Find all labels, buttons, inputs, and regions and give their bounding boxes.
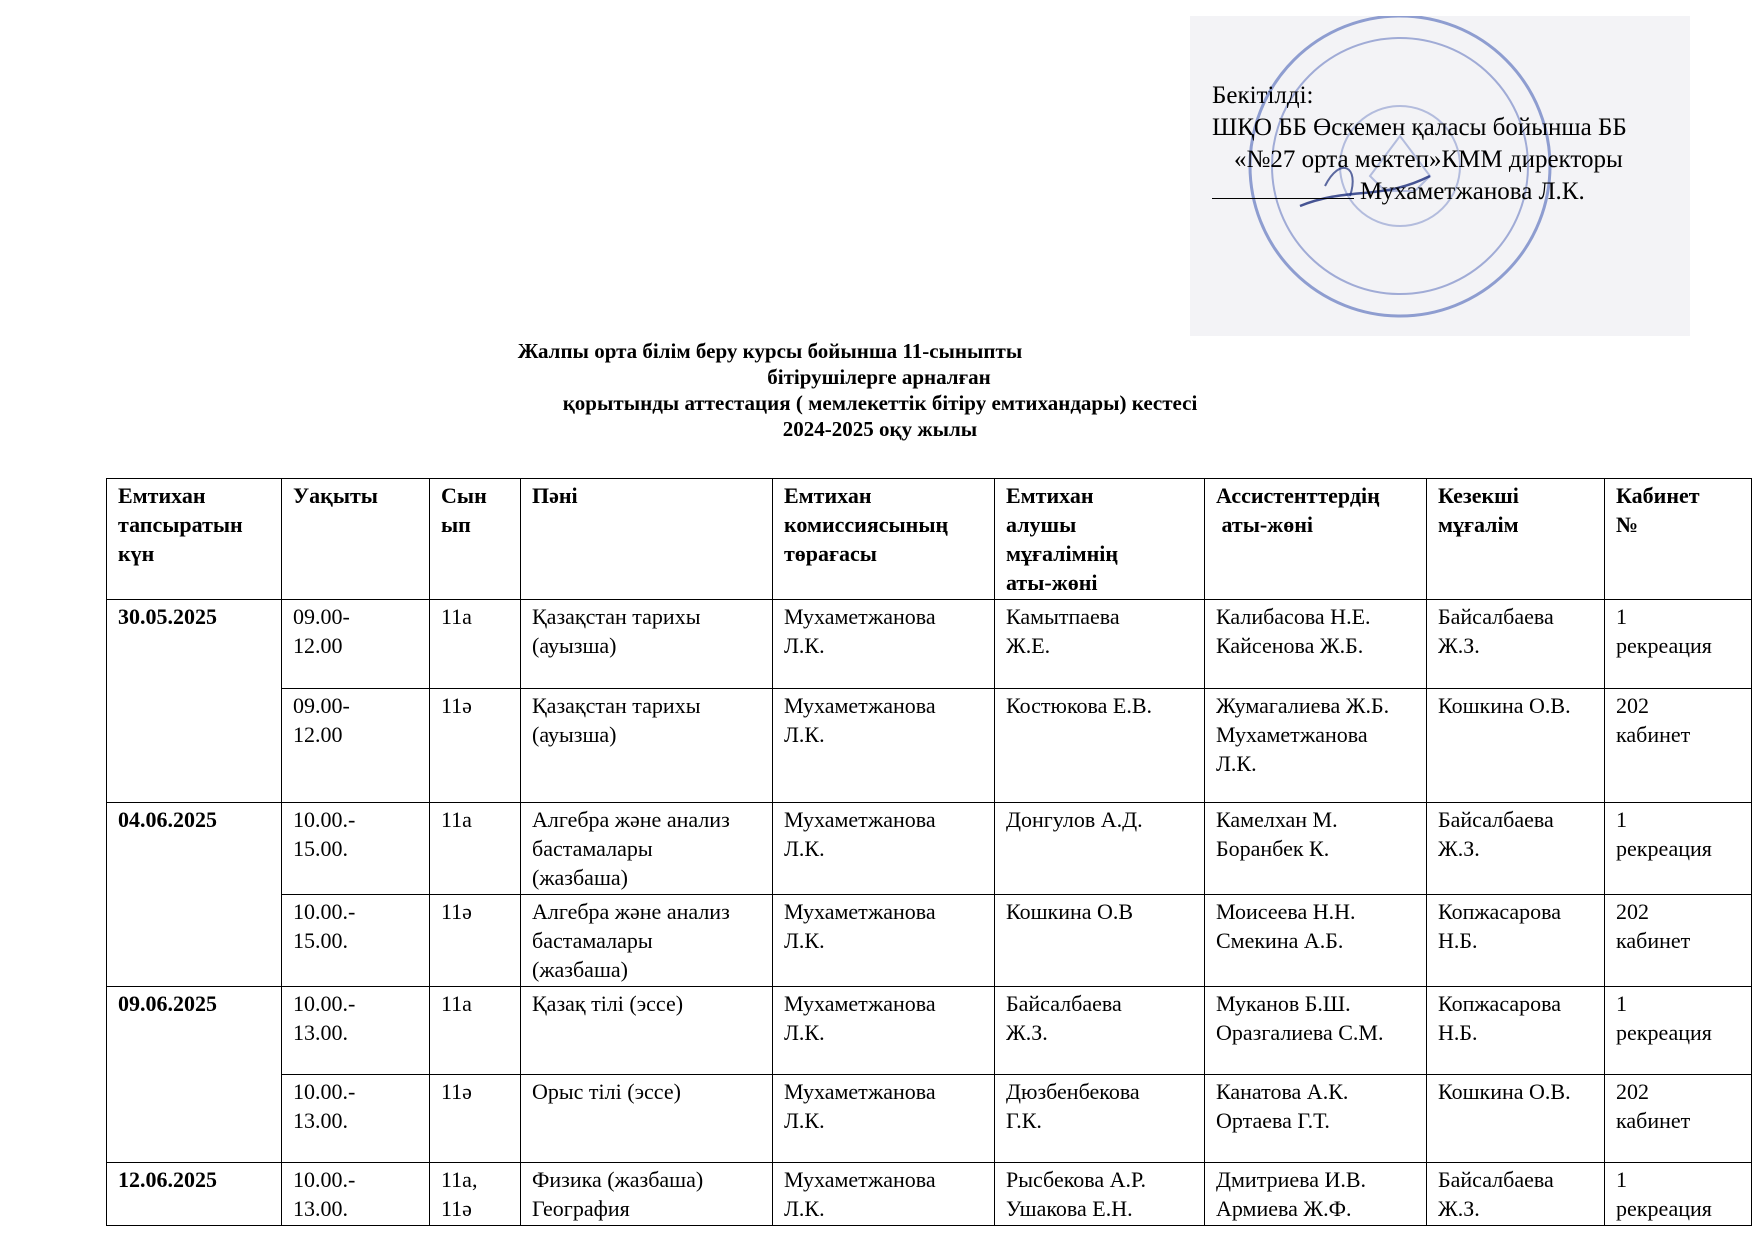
approval-block <box>1190 16 1690 336</box>
exam-time: 10.00.- 13.00. <box>282 987 430 1075</box>
assistants: Муканов Б.Ш. Оразгалиева С.М. <box>1205 987 1427 1075</box>
examiner: Рысбекова А.Р. Ушакова Е.Н. <box>995 1163 1205 1226</box>
exam-subject: Қазақ тілі (эссе) <box>521 987 773 1075</box>
assistants: Калибасова Н.Е. Кайсенова Ж.Б. <box>1205 600 1427 689</box>
exam-time: 10.00.- 13.00. <box>282 1075 430 1163</box>
signature-line <box>1212 198 1354 199</box>
exam-time: 09.00- 12.00 <box>282 689 430 803</box>
header-room: Кабинет № <box>1605 479 1752 600</box>
examiner: Камытпаева Ж.Е. <box>995 600 1205 689</box>
approval-line-director <box>1212 176 1627 208</box>
exam-class: 11а <box>430 987 521 1075</box>
header-assistants: Ассистенттердің аты-жөні <box>1205 479 1427 600</box>
title-line-2: бітірушілерге арналған <box>767 365 991 389</box>
assistants: Жумагалиева Ж.Б. Мухаметжанова Л.К. <box>1205 689 1427 803</box>
header-subject: Пәні <box>521 479 773 600</box>
exam-subject: Физика (жазбаша) География <box>521 1163 773 1226</box>
exam-room: 1 рекреация <box>1605 600 1752 689</box>
exam-date: 12.06.2025 <box>107 1163 282 1226</box>
duty-teacher: Байсалбаева Ж.З. <box>1427 600 1605 689</box>
table-row <box>107 1075 1752 1163</box>
commission-chair: Мухаметжанова Л.К. <box>773 987 995 1075</box>
duty-teacher: Байсалбаева Ж.З. <box>1427 803 1605 895</box>
examiner: Дюзбенбекова Г.К. <box>995 1075 1205 1163</box>
exam-time: 10.00.- 13.00. <box>282 1163 430 1226</box>
exam-subject: Алгебра және анализ бастамалары (жазбаша) <box>521 803 773 895</box>
title-line-4: 2024-2025 оқу жылы <box>782 417 978 441</box>
approval-line-approved: Бекітілді: <box>1212 82 1314 109</box>
header-commission-chair: Емтихан комиссиясының төрағасы <box>773 479 995 600</box>
duty-teacher: Копжасарова Н.Б. <box>1427 987 1605 1075</box>
header-duty-teacher: Кезекші мұғалім <box>1427 479 1605 600</box>
table-row <box>107 1163 1752 1226</box>
table-header-row <box>107 479 1752 600</box>
exam-class: 11ә <box>430 689 521 803</box>
commission-chair: Мухаметжанова Л.К. <box>773 689 995 803</box>
exam-room: 202 кабинет <box>1605 689 1752 803</box>
exam-subject: Қазақстан тарихы (ауызша) <box>521 689 773 803</box>
table-row <box>107 803 1752 895</box>
header-exam-date: Емтихан тапсыратын күн <box>107 479 282 600</box>
exam-subject: Алгебра және анализ бастамалары (жазбаша) <box>521 895 773 987</box>
exam-class: 11ә <box>430 895 521 987</box>
approval-line-department: ШҚО ББ Өскемен қаласы бойынша ББ <box>1212 114 1627 141</box>
commission-chair: Мухаметжанова Л.К. <box>773 803 995 895</box>
examiner: Байсалбаева Ж.З. <box>995 987 1205 1075</box>
assistants: Канатова А.К. Ортаева Г.Т. <box>1205 1075 1427 1163</box>
exam-subject: Қазақстан тарихы (ауызша) <box>521 600 773 689</box>
examiner: Костюкова Е.В. <box>995 689 1205 803</box>
exam-time: 09.00- 12.00 <box>282 600 430 689</box>
examiner: Кошкина О.В <box>995 895 1205 987</box>
duty-teacher: Байсалбаева Ж.З. <box>1427 1163 1605 1226</box>
exam-class: 11ә <box>430 1075 521 1163</box>
table-row <box>107 600 1752 689</box>
assistants: Моисеева Н.Н. Смекина А.Б. <box>1205 895 1427 987</box>
header-time: Уақыты <box>282 479 430 600</box>
exam-room: 1 рекреация <box>1605 1163 1752 1226</box>
exam-class: 11а <box>430 803 521 895</box>
director-name: Мухаметжанова Л.К. <box>1360 178 1585 205</box>
exam-class: 11а <box>430 600 521 689</box>
approval-line-school: «№27 орта мектеп»КММ директоры <box>1234 146 1623 173</box>
commission-chair: Мухаметжанова Л.К. <box>773 1075 995 1163</box>
commission-chair: Мухаметжанова Л.К. <box>773 895 995 987</box>
exam-class: 11а, 11ә <box>430 1163 521 1226</box>
exam-room: 1 рекреация <box>1605 987 1752 1075</box>
assistants: Камелхан М. Боранбек К. <box>1205 803 1427 895</box>
header-examiner: Емтихан алушы мұғалімнің аты-жөні <box>995 479 1205 600</box>
exam-room: 202 кабинет <box>1605 1075 1752 1163</box>
exam-date: 04.06.2025 <box>107 803 282 987</box>
commission-chair: Мухаметжанова Л.К. <box>773 1163 995 1226</box>
exam-schedule-table <box>106 478 1752 1226</box>
header-class: Сын ып <box>430 479 521 600</box>
duty-teacher: Кошкина О.В. <box>1427 1075 1605 1163</box>
exam-room: 1 рекреация <box>1605 803 1752 895</box>
title-line-3: қорытынды аттестация ( мемлекеттік бітіру емтихандары) кестесі <box>562 391 1198 415</box>
examiner: Донгулов А.Д. <box>995 803 1205 895</box>
assistants: Дмитриева И.В. Армиева Ж.Ф. <box>1205 1163 1427 1226</box>
table-row <box>107 987 1752 1075</box>
exam-time: 10.00.- 15.00. <box>282 803 430 895</box>
duty-teacher: Кошкина О.В. <box>1427 689 1605 803</box>
table-row <box>107 895 1752 987</box>
table-row <box>107 689 1752 803</box>
commission-chair: Мухаметжанова Л.К. <box>773 600 995 689</box>
duty-teacher: Копжасарова Н.Б. <box>1427 895 1605 987</box>
exam-date: 30.05.2025 <box>107 600 282 803</box>
exam-room: 202 кабинет <box>1605 895 1752 987</box>
title-line-1: Жалпы орта білім беру курсы бойынша 11-сыныпты <box>517 339 1023 363</box>
exam-time: 10.00.- 15.00. <box>282 895 430 987</box>
document-title <box>380 338 1380 442</box>
exam-date: 09.06.2025 <box>107 987 282 1163</box>
exam-subject: Орыс тілі (эссе) <box>521 1075 773 1163</box>
